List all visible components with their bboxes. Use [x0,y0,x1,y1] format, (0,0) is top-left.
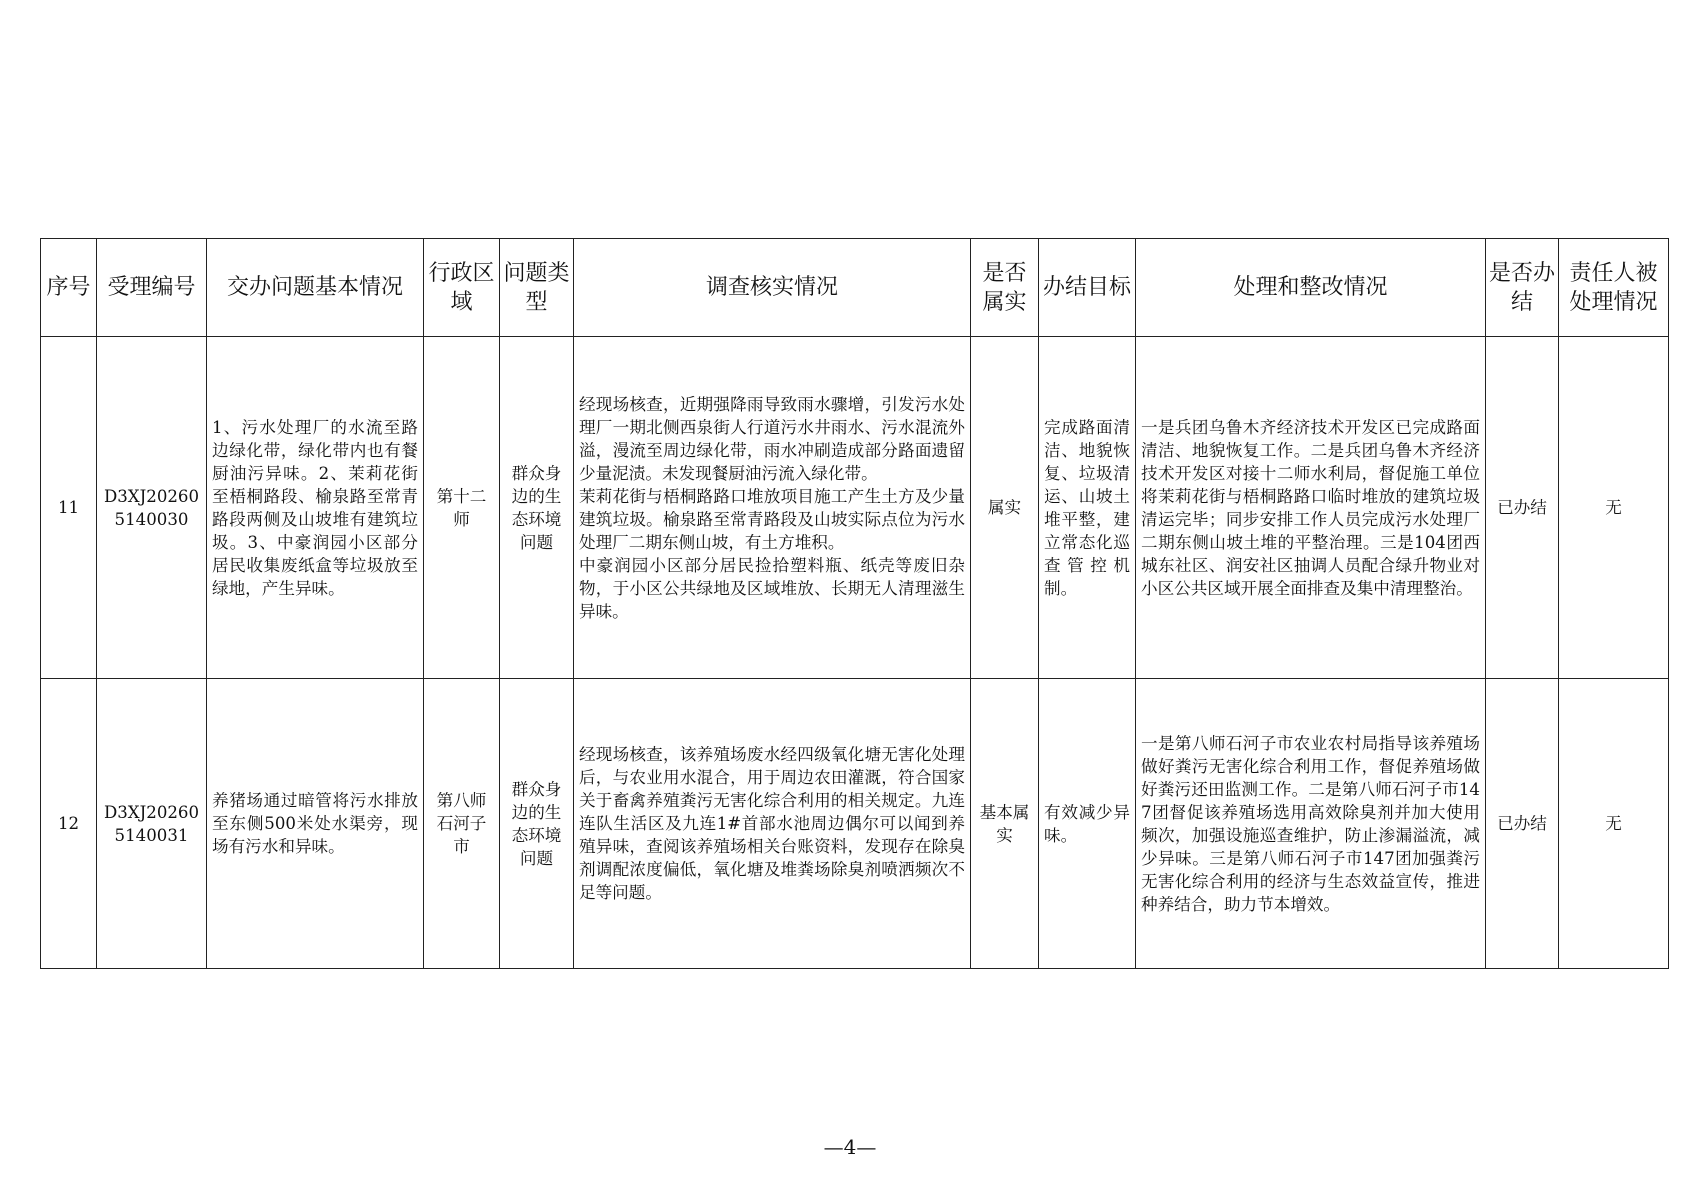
cell-seq: 11 [41,337,97,679]
cell-handling: 一是第八师石河子市农业农村局指导该养殖场做好粪污无害化综合利用工作，督促养殖场做好粪污还田监测工作。二是第八师石河子市147团督促该养殖场选用高效除臭剂并加大使用频次，加强设施巡查维护，防止渗漏溢流，减少异味。三是第八师石河子市147团加强粪污无害化综合利用的经济与生态效益宣传，推进种养结合，助力节本增效。 [1136,679,1486,969]
cell-problem-type: 群众身边的生态环境问题 [500,337,574,679]
header-is-closed: 是否办结 [1486,239,1559,337]
cell-acceptance-no: D3XJ202605140031 [97,679,207,969]
cell-goal: 有效减少异味。 [1039,679,1136,969]
header-problem-type: 问题类型 [500,239,574,337]
cell-investigation [574,679,971,969]
header-handling: 处理和整改情况 [1136,239,1486,337]
header-basic-situation: 交办问题基本情况 [207,239,424,337]
cell-basic-situation: 1、污水处理厂的水流至路边绿化带，绿化带内也有餐厨油污异味。2、茉莉花街至梧桐路段、榆泉路至常青路段两侧及山坡堆有建筑垃圾。3、中豪润园小区部分居民收集废纸盒等垃圾放至绿地，产生异味。 [207,337,424,679]
header-investigation: 调查核实情况 [574,239,971,337]
header-seq: 序号 [41,239,97,337]
table-header-row [41,239,1669,337]
table-row [41,679,1669,969]
cell-goal: 完成路面清洁、地貌恢复、垃圾清运、山坡土堆平整，建立常态化巡查管控机制。 [1039,337,1136,679]
cell-is-closed: 已办结 [1486,337,1559,679]
header-is-true: 是否属实 [971,239,1039,337]
header-goal: 办结目标 [1039,239,1136,337]
cell-accountability: 无 [1559,337,1669,679]
cell-admin-region: 第十二师 [424,337,500,679]
cell-is-closed: 已办结 [1486,679,1559,969]
table-row [41,337,1669,679]
investigation-paragraph: 中豪润园小区部分居民捡拾塑料瓶、纸壳等废旧杂物，于小区公共绿地及区域堆放、长期无人清理滋生异味。 [579,555,965,621]
cell-accountability: 无 [1559,679,1669,969]
investigation-paragraph: 经现场核查，该养殖场废水经四级氧化塘无害化处理后，与农业用水混合，用于周边农田灌溉，符合国家关于畜禽养殖粪污无害化综合利用的相关规定。九连连队生活区及九连1#首部水池周边偶尔可以闻到养殖异味，查阅该养殖场相关台账资料，发现存在除臭剂调配浓度偏低，氧化塘及堆粪场除臭剂喷洒频次不足等问题。 [579,745,965,902]
cell-investigation [574,337,971,679]
investigation-paragraph: 茉莉花街与梧桐路路口堆放项目施工产生土方及少量建筑垃圾。榆泉路至常青路段及山坡实际点位为污水处理厂二期东侧山坡，有土方堆积。 [579,486,965,552]
header-accountability: 责任人被处理情况 [1559,239,1669,337]
investigation-paragraph: 经现场核查，近期强降雨导致雨水骤增，引发污水处理厂一期北侧西泉街人行道污水井雨水、污水混流外溢，漫流至周边绿化带，雨水冲刷造成部分路面遗留少量泥渍。未发现餐厨油污流入绿化带。 [579,394,965,483]
cell-is-true: 属实 [971,337,1039,679]
cell-is-true: 基本属实 [971,679,1039,969]
cell-seq: 12 [41,679,97,969]
cell-admin-region: 第八师石河子市 [424,679,500,969]
page-number: —4— [823,1135,877,1159]
cell-problem-type: 群众身边的生态环境问题 [500,679,574,969]
cell-basic-situation: 养猪场通过暗管将污水排放至东侧500米处水渠旁，现场有污水和异味。 [207,679,424,969]
header-admin-region: 行政区域 [424,239,500,337]
case-table [40,238,1669,969]
header-acceptance-no: 受理编号 [97,239,207,337]
cell-handling: 一是兵团乌鲁木齐经济技术开发区已完成路面清洁、地貌恢复工作。二是兵团乌鲁木齐经济技术开发区对接十二师水利局，督促施工单位将茉莉花街与梧桐路路口临时堆放的建筑垃圾清运完毕；同步安排工作人员完成污水处理厂二期东侧山坡土堆的平整治理。三是104团西城东社区、润安社区抽调人员配合绿升物业对小区公共区域开展全面排查及集中清理整治。 [1136,337,1486,679]
cell-acceptance-no: D3XJ202605140030 [97,337,207,679]
